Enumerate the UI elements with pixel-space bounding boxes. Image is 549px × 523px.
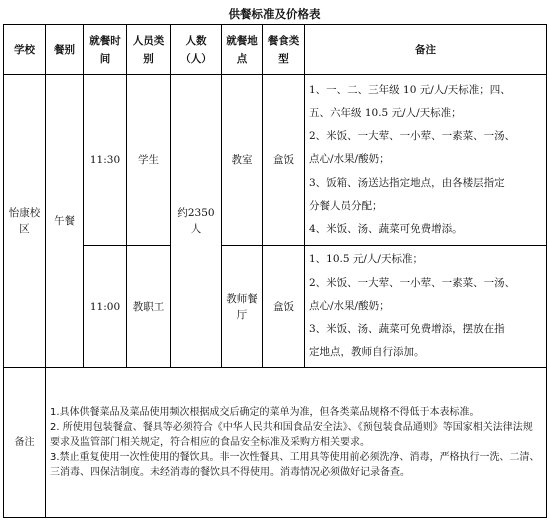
footer-label: 备注 <box>4 368 46 518</box>
header-remarks: 备注 <box>305 25 547 75</box>
header-place: 就餐地点 <box>222 25 263 75</box>
table-row <box>4 246 547 368</box>
count-cell: 约2350人 <box>171 75 222 368</box>
notes-cell <box>305 75 547 246</box>
category-cell: 教职工 <box>127 246 171 368</box>
note-line: 分餐人员分配； <box>309 199 383 212</box>
table-row <box>4 75 547 246</box>
note-line: 2、米饭、一大荤、一小荤、一素菜、一汤、 <box>309 276 516 289</box>
note-line: 3、饭箱、汤送达指定地点，由各楼层指定 <box>309 176 505 189</box>
header-school: 学校 <box>4 25 46 75</box>
note-line: 点心/水果/酸奶； <box>309 153 390 166</box>
time-cell: 11:00 <box>84 246 127 368</box>
note-line: 1、一、二、三年级 10 元/人/天标准；四、 <box>309 83 511 96</box>
category-cell: 学生 <box>127 75 171 246</box>
place-cell: 教室 <box>222 75 263 246</box>
header-time: 就餐时间 <box>84 25 127 75</box>
type-cell: 盒饭 <box>263 75 305 246</box>
type-cell: 盒饭 <box>263 246 305 368</box>
note-line: 五、六年级 10.5 元/人/天标准； <box>309 106 462 119</box>
price-table <box>3 24 547 518</box>
meal-cell: 午餐 <box>46 75 84 368</box>
header-type: 餐食类型 <box>263 25 305 75</box>
note-line: 1、10.5 元/人/天标准； <box>309 253 423 266</box>
note-line: 定地点，教师自行添加。 <box>309 346 425 359</box>
header-row <box>4 25 547 75</box>
header-meal: 餐别 <box>46 25 84 75</box>
footer-notes <box>46 368 547 518</box>
footer-paragraph: 3.禁止重复使用一次性使用的餐饮具。非一次性餐具、工用具等使用前必须洗净、消毒，严格执行一洗、二清、三消毒、四保洁制度。未经消毒的餐饮具不得使用。消毒情况必须做好记录备查。 <box>50 452 540 478</box>
note-line: 4、米饭、汤、蔬菜可免费增添。 <box>309 223 463 235</box>
note-line: 2、米饭、一大荤、一小荤、一素菜、一汤、 <box>309 130 516 143</box>
header-count: 人数（人） <box>171 25 222 75</box>
school-cell: 怡康校区 <box>4 75 46 368</box>
header-category: 人员类别 <box>127 25 171 75</box>
footer-paragraph: 2. 所使用包装餐盒、餐具等必须符合《中华人民共和国食品安全法》、《预包装食品通则》等国家相关法律法规要求及监管部门相关规定，符合相应的食品安全标准及采购方相关要求。 <box>50 422 533 448</box>
place-cell: 教师餐厅 <box>222 246 263 368</box>
note-line: 3、米饭、汤、蔬菜可免费增添，摆放在指 <box>309 323 505 336</box>
time-cell: 11:30 <box>84 75 127 246</box>
footer-paragraph: 1.具体供餐菜品及菜品使用频次根据成交后确定的菜单为准，但各类菜品规格不得低于本表标准。 <box>50 407 480 418</box>
note-line: 点心/水果/酸奶； <box>309 299 390 312</box>
table-title: 供餐标准及价格表 <box>228 7 321 21</box>
notes-cell <box>305 246 547 368</box>
footer-row <box>4 368 547 518</box>
